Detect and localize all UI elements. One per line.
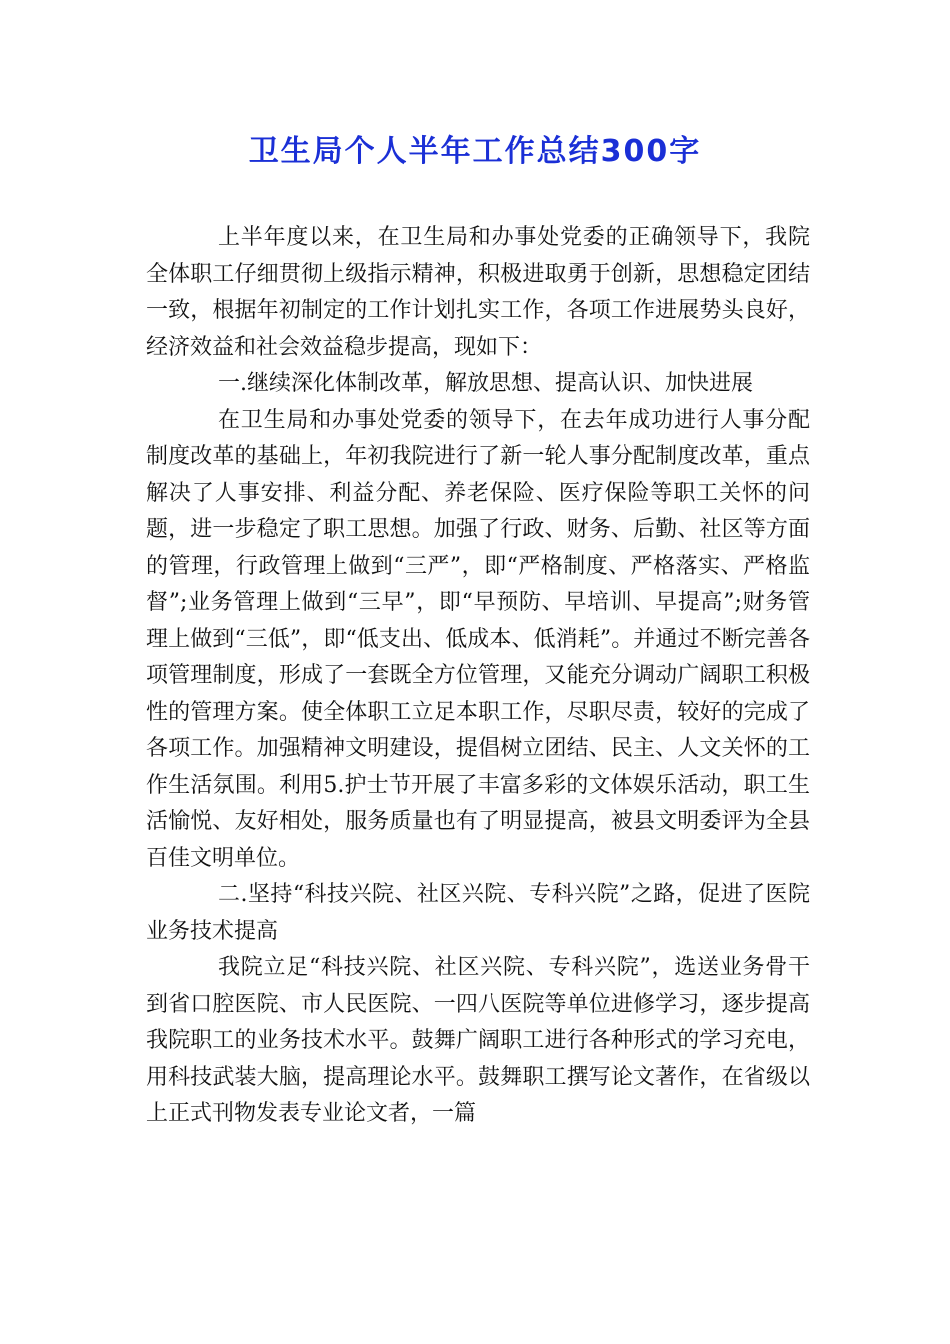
document-title: 卫生局个人半年工作总结300字	[248, 134, 702, 169]
section-heading-1: 一.继续深化体制改革，解放思想、提高认识、加快进展	[218, 371, 753, 396]
paragraph-section-2: 我院立足“科技兴院、社区兴院、专科兴院”，选送业务骨干到省口腔医院、市人民医院、一四八医院等单位进修学习，逐步提高我院职工的业务技术水平。鼓舞广阔职工进行各种形式的学习充电，用科技武装大脑，提高理论水平。鼓舞职工撰写论文著作，在省级以上正式刊物发表专业论文者，一篇	[146, 955, 810, 1126]
paragraph-intro: 上半年度以来，在卫生局和办事处党委的正确领导下，我院全体职工仔细贯彻上级指示精神，积极进取勇于创新，思想稳定团结一致，根据年初制定的工作计划扎实工作，各项工作进展势头良好，经济效益和社会效益稳步提高，现如下：	[146, 225, 810, 360]
paragraph-section-1: 在卫生局和办事处党委的领导下，在去年成功进行人事分配制度改革的基础上，年初我院进行了新一轮人事分配制度改革，重点解决了人事安排、利益分配、养老保险、医疗保险等职工关怀的问题，进一步稳定了职工思想。加强了行政、财务、后勤、社区等方面的管理，行政管理上做到“三严”，即“严格制度、严格落实、严格监督”;业务管理上做到“三早”，即“早预防、早培训、早提高”;财务管理上做到“三低”，即“低支出、低成本、低消耗”。并通过不断完善各项管理制度，形成了一套既全方位管理，又能充分调动广阔职工积极性的管理方案。使全体职工立足本职工作，尽职尽责，较好的完成了各项工作。加强精神文明建设，提倡树立团结、民主、人文关怀的工作生活氛围。利用5.护士节开展了丰富多彩的文体娱乐活动，职工生活愉悦、友好相处，服务质量也有了明显提高，被县文明委评为全县百佳文明单位。	[146, 407, 810, 871]
document-body	[146, 220, 810, 1133]
section-heading-2: 二.坚持“科技兴院、社区兴院、专科兴院”之路，促进了医院业务技术提高	[146, 882, 810, 944]
